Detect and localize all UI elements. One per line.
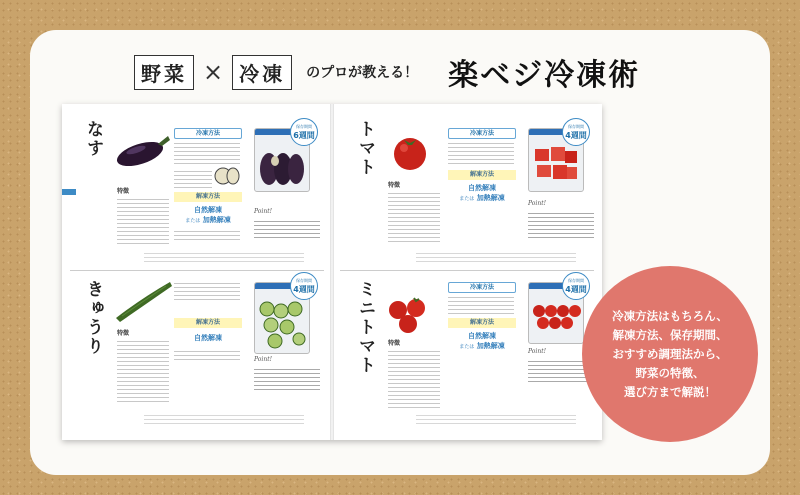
thaw-alt-text: 加熱解凍 [476, 194, 505, 202]
point-text [254, 366, 320, 390]
freeze-method-label: 冷凍方法 [448, 282, 516, 293]
thaw-primary: 自然解凍 [194, 206, 222, 214]
thaw-note [174, 228, 240, 240]
feature-heading: 特徴 [117, 188, 130, 195]
storage-weeks: 6週間 [293, 131, 315, 140]
storage-label: 保存期間 [296, 278, 312, 283]
feature-heading: 特徴 [388, 182, 401, 189]
freeze-text [448, 294, 514, 314]
storage-weeks: 4週間 [293, 285, 315, 294]
storage-label: 保存期間 [296, 124, 312, 129]
tips-text [144, 250, 304, 264]
feature-text [117, 338, 169, 404]
vegetable-title: なす [83, 120, 103, 158]
cut-eggplant-image [214, 164, 240, 188]
keyword-vegetable: 野菜 [134, 55, 194, 90]
feature-heading: 特徴 [388, 340, 401, 347]
tips-text [416, 412, 576, 426]
thaw-method-label: 解凍方法 [448, 170, 516, 180]
thaw-alternative [447, 194, 517, 204]
thaw-alt-text: 加熱解凍 [476, 342, 505, 350]
right-page [332, 104, 602, 440]
times-sign: × [203, 58, 224, 86]
or-text: または [459, 344, 475, 350]
thaw-primary: 自然解凍 [468, 184, 496, 192]
thaw-method-label: 解凍方法 [448, 318, 516, 328]
point-label: Point! [254, 208, 273, 215]
feature-text [388, 348, 440, 410]
book-spread [62, 104, 602, 440]
section-tomato [332, 104, 602, 270]
cucumber-image [112, 278, 174, 324]
header [134, 50, 640, 94]
freeze-text [448, 140, 514, 166]
vegetable-title: ミニトマト [355, 280, 375, 375]
feature-heading: 特徴 [117, 330, 130, 337]
tips-text [144, 412, 304, 426]
freeze-text [174, 140, 240, 166]
vegetable-title: トマト [355, 120, 375, 177]
eggplant-image [112, 126, 174, 172]
left-page [62, 104, 332, 440]
feature-text [388, 190, 440, 242]
point-label: Point! [528, 200, 547, 207]
storage-badge [562, 118, 590, 146]
thaw-note [174, 348, 240, 362]
storage-weeks: 4週間 [565, 131, 587, 140]
cherry-tomato-image [386, 294, 434, 334]
tips-text [416, 250, 576, 264]
thaw-primary: 自然解凍 [194, 334, 222, 342]
circle-line-5: 選び方まで解説！ [624, 384, 716, 399]
feature-text [117, 196, 169, 246]
circle-line-2: 解凍方法、保存期間、 [612, 327, 728, 342]
point-text [528, 210, 594, 240]
storage-weeks: 4週間 [565, 285, 587, 294]
circle-line-3: おすすめ調理法から、 [612, 346, 728, 361]
promo-circle [582, 266, 758, 442]
page-title: 楽ベジ冷凍術 [448, 58, 641, 93]
vegetable-title: きゅうり [83, 280, 103, 356]
circle-line-4: 野菜の特徴、 [635, 365, 705, 380]
circle-line-1: 冷凍方法はもちろん、 [612, 308, 728, 323]
point-text [254, 218, 320, 240]
storage-badge [290, 118, 318, 146]
or-text: または [459, 196, 475, 202]
header-subtitle: のプロが教える！ [306, 65, 419, 81]
storage-badge [562, 272, 590, 300]
or-text: または [185, 218, 201, 224]
storage-label: 保存期間 [568, 278, 584, 283]
section-divider [70, 270, 324, 271]
point-label: Point! [254, 356, 273, 363]
thaw-method-label: 解凍方法 [174, 318, 242, 328]
storage-label: 保存期間 [568, 124, 584, 129]
thaw-alternative [173, 216, 243, 226]
keyword-freeze: 冷凍 [232, 55, 292, 90]
freeze-method-label: 冷凍方法 [174, 128, 242, 139]
section-cherry-tomato [332, 272, 602, 438]
thaw-alt-text: 加熱解凍 [202, 216, 231, 224]
freeze-note [174, 168, 212, 188]
section-eggplant [62, 104, 332, 270]
point-label: Point! [528, 348, 547, 355]
thaw-primary: 自然解凍 [468, 332, 496, 340]
thaw-method-label: 解凍方法 [174, 192, 242, 202]
tomato-image [390, 132, 430, 172]
freeze-text [174, 280, 240, 300]
freeze-method-label: 冷凍方法 [448, 128, 516, 139]
thaw-alternative [447, 342, 517, 352]
storage-badge [290, 272, 318, 300]
section-divider [340, 270, 594, 271]
section-cucumber [62, 272, 332, 438]
